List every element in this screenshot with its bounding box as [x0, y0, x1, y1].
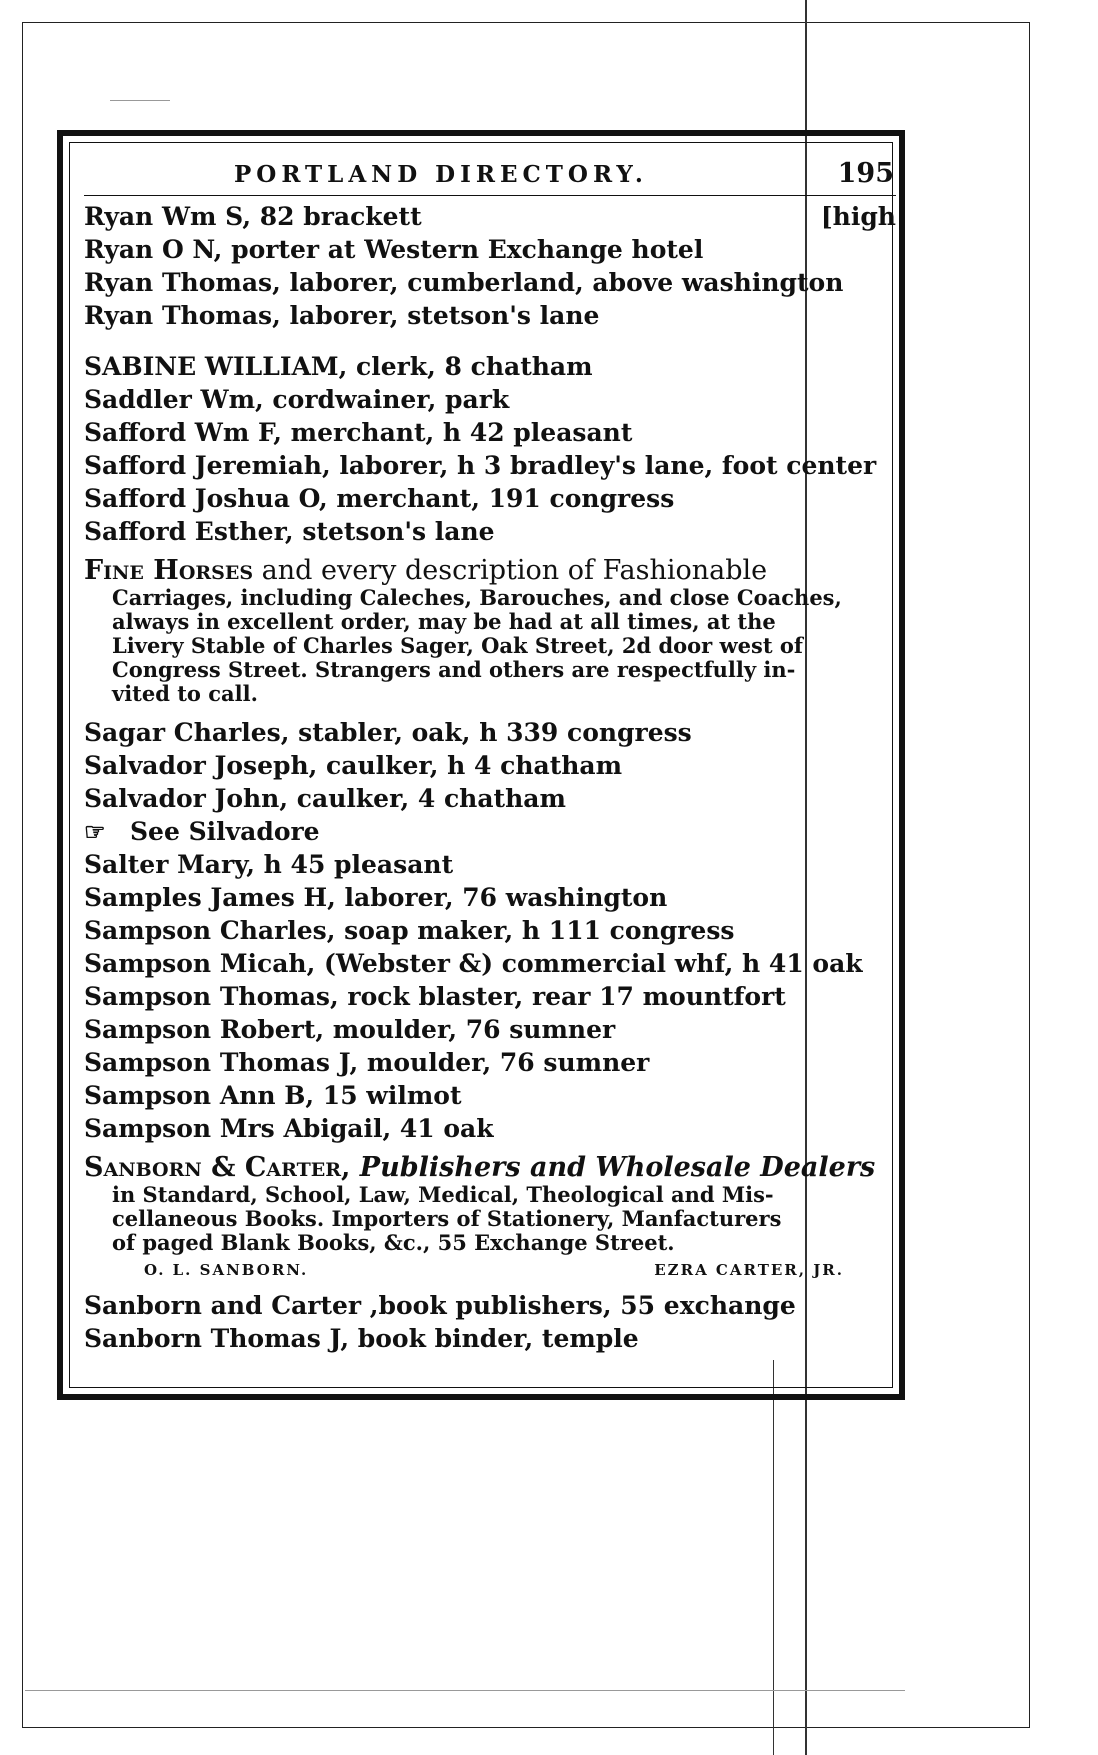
list-item: Safford Joshua O, merchant, 191 congress [84, 484, 675, 513]
list-item: Salvador John, caulker, 4 chatham [84, 784, 566, 813]
ad-body: in Standard, School, Law, Medical, Theological and Mis- cellaneous Books. Importers of Stationery, Manfacturers of paged Blank Books, &c., 55 Exchange Street. [112, 1182, 782, 1255]
list-item: Sampson Thomas, rock blaster, rear 17 mountfort [84, 982, 786, 1011]
list-item [84, 200, 896, 233]
scan-speckle [110, 100, 170, 101]
scan-speckle [25, 1690, 905, 1691]
list-item: Sagar Charles, stabler, oak, h 339 congress [84, 718, 692, 747]
pointing-hand-icon: ☞ [84, 817, 106, 846]
page-title: PORTLAND DIRECTORY. [234, 161, 648, 188]
list-item: Sampson Thomas J, moulder, 76 sumner [84, 1048, 650, 1077]
list-item: SABINE WILLIAM, clerk, 8 chatham [84, 352, 593, 381]
running-header [84, 158, 896, 196]
list-item: Sampson Charles, soap maker, h 111 congress [84, 916, 735, 945]
list-item: Sampson Mrs Abigail, 41 oak [84, 1114, 494, 1143]
ad-body: Carriages, including Caleches, Barouches, and close Coaches, always in excellent order, may be had at all times, at the Livery Stable of Charles Sager, Oak Street, 2d door west of Congress Street. Strangers and others are respectfully in- vited to call. [112, 585, 842, 706]
list-item: Safford Esther, stetson's lane [84, 517, 495, 546]
list-item: Ryan Thomas, laborer, cumberland, above washington [84, 268, 844, 297]
list-item: Sampson Ann B, 15 wilmot [84, 1081, 462, 1110]
list-item: Ryan O N, porter at Western Exchange hotel [84, 235, 704, 264]
list-item: Salvador Joseph, caulker, h 4 chatham [84, 751, 623, 780]
list-item: Safford Wm F, merchant, h 42 pleasant [84, 418, 633, 447]
list-item: Samples James H, laborer, 76 washington [84, 883, 668, 912]
list-item: Salter Mary, h 45 pleasant [84, 850, 454, 879]
entry-text: Ryan Wm S, 82 brackett [84, 202, 422, 231]
list-item: Sampson Micah, (Webster &) commercial whf, h 41 oak [84, 949, 863, 978]
list-item: Saddler Wm, cordwainer, park [84, 385, 510, 414]
ad-lead: Fine Horses and every description of Fashionable [84, 555, 768, 586]
list-item: Safford Jeremiah, laborer, h 3 bradley's lane, foot center [84, 451, 877, 480]
advertisement-sanborn [84, 1153, 896, 1279]
signature-left: O. L. SANBORN. [144, 1261, 309, 1279]
list-item: Sampson Robert, moulder, 76 sumner [84, 1015, 616, 1044]
advertisement-horses [84, 556, 896, 706]
signature-right: EZRA CARTER, JR. [654, 1261, 844, 1279]
ad-signatures [84, 1255, 896, 1279]
list-item: Sanborn Thomas J, book binder, temple [84, 1324, 639, 1353]
scan-line [773, 1360, 774, 1755]
page-number: 195 [837, 158, 894, 189]
list-item: Ryan Thomas, laborer, stetson's lane [84, 301, 600, 330]
ad-lead: Sanborn & Carter, Publishers and Wholesale Dealers [84, 1152, 876, 1183]
list-item: Sanborn and Carter ,book publishers, 55 exchange [84, 1291, 796, 1320]
directory-page [84, 158, 896, 1355]
continuation-text: [high [820, 202, 896, 231]
see-reference: ☞ See Silvadore [84, 817, 320, 846]
